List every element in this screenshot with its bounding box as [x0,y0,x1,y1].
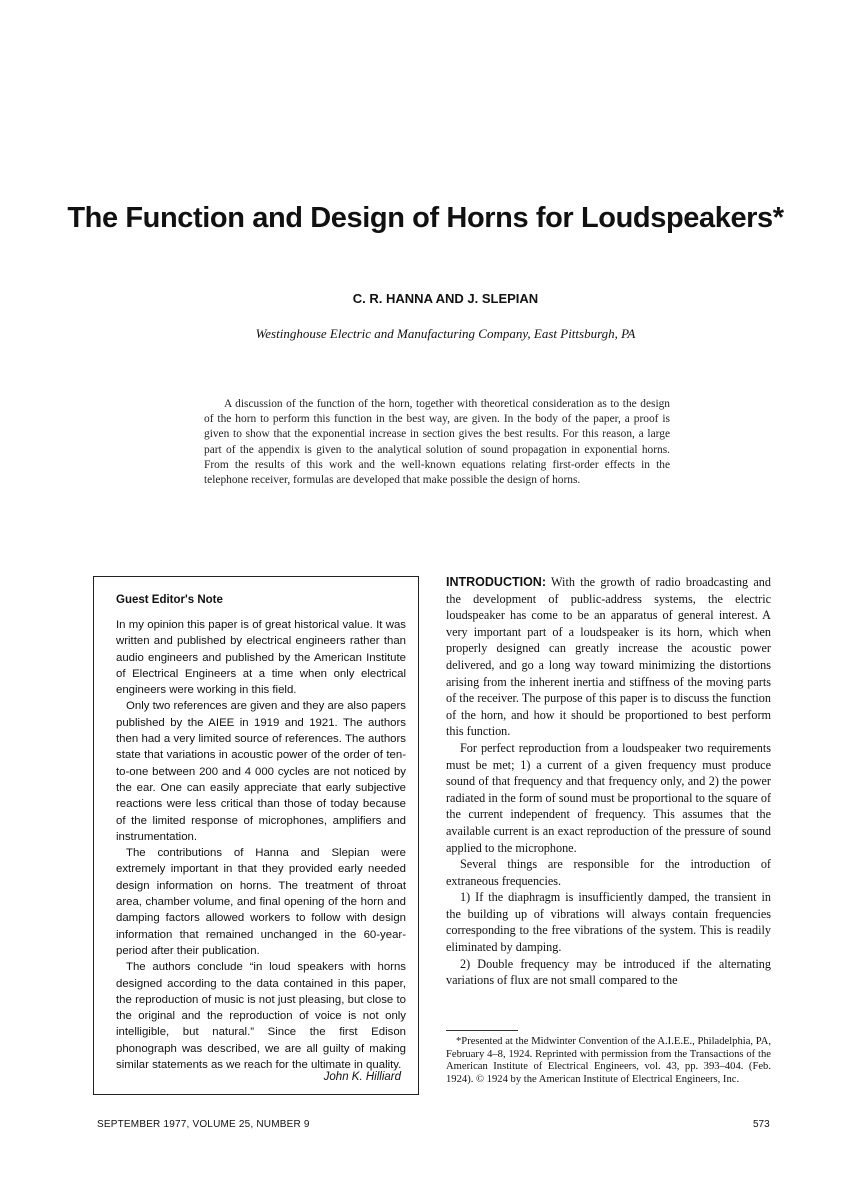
abstract [204,397,670,488]
editor-note-paragraph: Only two references are given and they are also papers published by the AIEE in 1919 and 1921. The authors then had a very limited source of references. The authors state that variations in acoustic power of the order of ten-to-one between 200 and 4 000 cycles are not noticed by the ear. One can easily appreciate that early subjective reactions were less critical than those of today because of the limited response of microphones, amplifiers and instrumentation. [116,700,406,843]
abstract-text: A discussion of the function of the horn, together with theoretical consideration as to the design of the horn to perform this function in the best way, are given. In the body of the paper, a proof is given to show that the exponential increase in section gives the best results. For this reason, a large part of the appendix is given to the analytical solution of sound propagation in exponential horns. From the results of this work and the well-known equations relating first-order effects in the telephone receiver, formulas are developed that make possible the design of horns. [204,398,670,487]
affiliation: Westinghouse Electric and Manufacturing Company, East Pittsburgh, PA [255,326,636,341]
body-paragraph: 1) If the diaphragm is insufficiently damped, the transient in the building up of vibrations will always contain frequencies corresponding to the free vibrations of the system. This is readily eliminated by damping. [446,890,771,955]
body-column [446,574,771,989]
intro-text: With the growth of radio broadcasting and the development of public-address systems, the electric loudspeaker has come to be an apparatus of general interest. A very important part of a loudspeaker is its horn, which when properly designed can greatly increase the acoustic power delivered, and go a long way toward minimizing the distortions arising from the inherent inertia and stiffness of the moving parts of the receiver. The purpose of this paper is to discuss the function of the horn, and how it should be proportioned to best perform this function. [446,575,771,739]
body-paragraph: Several things are responsible for the introduction of extraneous frequencies. [446,857,771,888]
editor-note-paragraph: In my opinion this paper is of great historical value. It was written and published by electrical engineers rather than audio engineers and published by the American Institute of Electrical Engineers at a time when only electrical engineers were working in this field. [116,619,406,697]
editor-signature: John K. Hilliard [323,1071,401,1083]
journal-footer: SEPTEMBER 1977, VOLUME 25, NUMBER 9 [97,1119,310,1130]
editor-note-paragraph: The authors conclude “in loud speakers with horns designed according to the data contained in this paper, the reproduction of music is not just pleasing, but close to the original and the reproduction of voice is not only intelligible, but natural.” Since the first Edison phonograph was described, we are all guilty of making similar statements as we reach for the ultimate in quality. [116,961,406,1072]
footnote [446,1036,771,1086]
body-paragraph: 2) Double frequency may be introduced if the alternating variations of flux are not small compared to the [446,956,771,988]
editor-note-box [93,576,419,1095]
intro-paragraph [446,574,771,740]
footnote-text: *Presented at the Midwinter Convention of the A.I.E.E., Philadelphia, PA, February 4–8, 1924. Reprinted with permission from the Transactions of the American Institute of Electrical Engineers, vol. 43, pp. 393–404. (Feb. 1924). © 1924 by the American Institute of Electrical Engineers, Inc. [446,1036,771,1085]
body-paragraph: For perfect reproduction from a loudspeaker two requirements must be met; 1) a current of a given frequency must produce sound of that frequency and that frequency only, and 2) the power radiated in the form of sound must be proportional to the square of the current independent of frequency. This assumes that the available current is an exact reproduction of the pressure of sound applied to the microphone. [446,740,771,855]
footnote-divider [446,1030,518,1031]
editor-note-paragraph: The contributions of Hanna and Slepian were extremely important in that they provided early needed design information on horns. The treatment of throat area, chamber volume, and final opening of the horn and damping factors allowed workers to follow with design information that remained unchanged in the 60-year-period after their publication. [116,847,406,957]
editor-note-body [116,617,406,1073]
author-line: C. R. HANNA AND J. SLEPIAN [352,291,539,306]
editor-note-heading: Guest Editor's Note [116,594,223,606]
page-number: 573 [753,1119,770,1130]
section-heading-introduction: INTRODUCTION: [446,575,546,589]
paper-title: The Function and Design of Horns for Loudspeakers* [67,202,784,234]
